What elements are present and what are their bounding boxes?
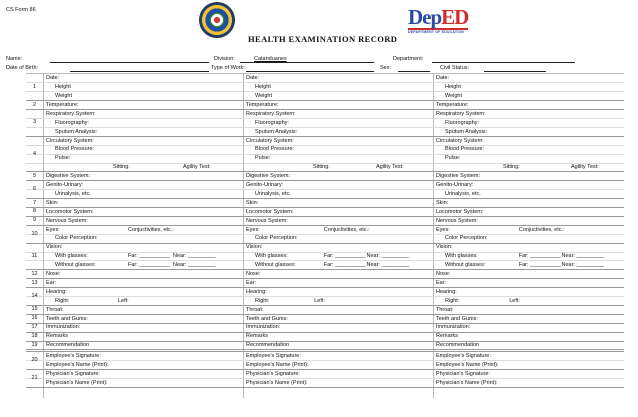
table-row [26,100,624,101]
far-label: Far: __________ [323,253,366,260]
dob-field[interactable] [70,71,209,72]
blood-pressure-label: Blood Pressure: [445,146,485,153]
digestive-label: Digestive System: [246,173,291,180]
table-row [26,154,624,155]
respiratory-label: Respiratory System: [46,110,96,117]
without-glasses-label: Without glasses: [55,262,96,269]
height-label: Height [255,84,271,91]
genito-label: Genito-Urinary: [46,182,84,188]
vision-label: Vision: [436,244,453,251]
table-row [26,332,624,333]
type-of-work-field[interactable] [246,71,374,72]
with-glasses-label: With glasses: [255,253,288,260]
sputum-label: Sputum Analysis: [445,128,488,135]
agility-label: Agility Test: [183,164,211,171]
civil-status-field[interactable] [484,71,546,72]
skin-label: Skin: [436,199,449,206]
name-label: Name: [6,56,23,62]
row-number: 8 [32,208,37,215]
circulatory-label: Circulatory System: [246,137,294,144]
pulse-label: Pulse: [445,155,461,162]
division-label: Division: [214,56,235,62]
eyes-label: Eyes: [246,226,260,233]
table-row [26,145,624,146]
locomotor-label: Locomotor System: [46,208,94,215]
weight-label: Weight [255,93,273,99]
emp-sig-label: Employee's Signature: [436,353,491,360]
table-row [26,189,624,190]
temperature-label: Temperature: [436,101,469,108]
recommendation-label: Recommendation [246,342,290,349]
near-label: Near: _________ [173,262,216,269]
nose-label: Nose: [436,271,451,277]
height-label: Height [445,84,461,91]
weight-label: Weight [445,93,463,99]
row-number: 3 [32,119,37,126]
page-title: HEALTH EXAMINATION RECORD [248,34,398,44]
far-label: Far: __________ [128,253,170,260]
temperature-label: Temperature: [246,101,279,108]
sitting-label: Sitting: [313,164,330,171]
table-row [26,91,624,92]
table-row [26,136,624,137]
throat-label: Throat: [436,306,454,313]
nervous-label: Nervous System: [436,217,478,224]
row-number: 6 [32,186,37,193]
throat-label: Throat: [246,306,264,313]
respiratory-label: Respiratory System: [246,110,296,117]
row-number: 21 [31,375,38,382]
sex-label: Sex: [380,65,392,71]
eyes-label: Eyes: [436,226,450,233]
table-row [26,127,624,128]
name-field[interactable] [50,62,209,63]
phys-name-label: Physician's Name (Print): [436,379,498,386]
color-perception-label: Color Perception: [255,235,298,242]
sitting-label: Sitting: [113,164,130,171]
fluorography-label: Fluorography: [55,119,89,126]
table-row [26,180,624,181]
right-label: Right: [445,297,460,304]
nose-label: Nose: [246,271,261,277]
row-number: 10 [31,230,38,237]
near-label: Near: _________ [561,253,605,260]
weight-label: Weight [55,93,73,99]
right-label: Right: [255,297,270,304]
emp-sig-label: Employee's Signature: [246,353,301,360]
row-number: 17 [31,324,38,331]
with-glasses-label: With glasses: [55,253,88,260]
phys-name-label: Physician's Name (Print): [46,379,108,386]
blood-pressure-label: Blood Pressure: [255,146,295,153]
digestive-label: Digestive System: [436,173,481,180]
table-row [26,278,624,279]
hearing-label: Hearing: [436,288,457,295]
deped-logo: DepED DEPARTMENT OF EDUCATION [408,5,469,34]
immunization-label: Immunization: [46,324,81,331]
phys-sig-label: Physician's Signature: [246,370,300,377]
remarks-label: Remarks [46,333,69,340]
temperature-label: Temperature: [46,101,79,108]
left-label: Left: [314,297,325,304]
ear-label: Ear: [46,279,57,286]
near-label: Near: _________ [366,262,410,269]
table-row [26,260,624,261]
table-row [26,360,624,361]
row-number: 7 [32,199,37,206]
emp-name-label: Employee's Name (Print): [436,362,499,368]
row-number: 20 [31,357,38,364]
color-perception-label: Color Perception: [445,235,488,242]
left-label: Left: [509,297,520,304]
vision-label: Vision: [246,244,263,251]
immunization-label: Immunization: [436,324,471,331]
conjuctivities-label: Conjuctivities, etc.: [518,226,565,233]
hearing-label: Hearing: [246,288,267,295]
emp-name-label: Employee's Name (Print): [46,362,109,368]
civil-status-label: Civil Status: [440,65,470,71]
phys-sig-label: Physician's Signature: [46,370,100,377]
left-label: Left: [118,297,129,304]
throat-label: Throat: [46,306,64,313]
emp-name-label: Employee's Name (Print): [246,362,309,368]
circulatory-label: Circulatory System: [46,137,94,144]
nervous-label: Nervous System: [46,217,88,224]
pulse-label: Pulse: [255,155,271,162]
genito-label: Genito-Urinary: [246,182,284,188]
eyes-label: Eyes: [46,226,60,233]
locomotor-label: Locomotor System: [436,208,484,215]
table-row [26,323,624,324]
respiratory-label: Respiratory System: [436,110,486,117]
table-row [26,225,624,226]
signature-block-divider [26,351,624,352]
far-label: Far: __________ [128,262,170,269]
without-glasses-label: Without glasses: [255,262,296,269]
health-record-table [26,73,624,398]
table-row [26,216,624,217]
row-number: 14 [31,293,38,299]
table-row [26,387,624,388]
urinalysis-label: Urinalysis, etc. [255,190,291,197]
phys-name-label: Physician's Name (Print): [246,379,308,386]
table-row [26,198,624,199]
sputum-label: Sputum Analysis: [255,128,298,135]
row-number: 5 [32,172,37,179]
blood-pressure-label: Blood Pressure: [55,146,95,153]
row-number: 16 [31,315,38,322]
right-label: Right: [55,297,70,304]
recommendation-label: Recommendation [46,342,90,349]
table-row [26,207,624,208]
conjuctivities-label: Conjuctivities, etc.: [128,226,174,233]
row-number: 19 [31,341,38,348]
hearing-label: Hearing: [46,288,67,295]
date-label: Date: [436,75,450,82]
date-label: Date: [246,75,260,82]
height-label: Height [55,84,71,91]
table-row [26,109,624,110]
row-number: 2 [32,101,37,108]
table-row [26,252,624,253]
genito-label: Genito-Urinary: [436,182,474,188]
immunization-label: Immunization: [246,324,281,331]
fluorography-label: Fluorography: [445,119,479,126]
near-label: Near: _________ [561,262,605,269]
skin-label: Skin: [246,199,259,206]
ear-label: Ear: [436,279,447,286]
table-row [26,369,624,370]
agility-label: Agility Test: [571,164,599,171]
table-row [26,163,624,164]
agility-label: Agility Test: [376,164,404,171]
table-row [26,305,624,306]
table-row [26,269,624,270]
row-number: 4 [32,150,37,157]
near-label: Near: _________ [173,253,216,260]
table-row [26,296,624,297]
table-row [26,314,624,315]
government-seal-logo [199,2,235,38]
teeth-label: Teeth and Gums: [436,315,478,322]
row-number: 13 [31,279,38,286]
department-label: Department: [393,56,424,62]
table-row [26,378,624,379]
teeth-label: Teeth and Gums: [46,315,88,322]
table-row [26,287,624,288]
without-glasses-label: Without glasses: [445,262,486,269]
urinalysis-label: Urinalysis, etc. [55,190,91,197]
table-row [26,341,624,342]
vision-label: Vision: [46,244,63,251]
teeth-label: Teeth and Gums: [246,315,288,322]
sitting-label: Sitting: [503,164,520,171]
date-label: Date: [46,75,60,82]
with-glasses-label: With glasses: [445,253,478,260]
row-number: 11 [31,252,38,259]
pulse-label: Pulse: [55,155,71,162]
table-row [26,243,624,244]
row-number: 15 [31,306,38,313]
department-field[interactable] [432,62,575,63]
color-perception-label: Color Perception: [55,235,98,242]
far-label: Far: __________ [323,262,366,269]
far-label: Far: __________ [518,262,561,269]
remarks-label: Remarks [436,333,459,340]
form-code: CS Form 86 [6,7,36,13]
table-row [26,118,624,119]
emp-sig-label: Employee's Signature: [46,353,101,360]
nervous-label: Nervous System: [246,217,288,224]
ear-label: Ear: [246,279,257,286]
sex-field[interactable] [398,71,430,72]
conjuctivities-label: Conjuctivities, etc.: [323,226,370,233]
recommendation-label: Recommendation [436,342,480,349]
table-row [26,234,624,235]
row-number: 9 [32,217,37,224]
row-number: 12 [31,270,38,277]
digestive-label: Digestive System: [46,173,91,180]
division-field[interactable] [240,62,374,63]
near-label: Near: _________ [366,253,410,260]
nose-label: Nose: [46,271,61,277]
table-row [26,82,624,83]
locomotor-label: Locomotor System: [246,208,294,215]
row-number: 18 [31,333,38,340]
fluorography-label: Fluorography: [255,119,289,126]
sputum-label: Sputum Analysis: [55,128,98,135]
row-number: 1 [32,83,37,90]
remarks-label: Remarks [246,333,269,340]
far-label: Far: __________ [518,253,561,260]
urinalysis-label: Urinalysis, etc. [445,190,481,197]
dob-label: Date of Birth: [6,65,39,71]
skin-label: Skin: [46,199,59,206]
type-of-work-label: Type of Work: [211,65,245,71]
division-value: Catanduanes [254,56,287,62]
table-row [26,171,624,172]
phys-sig-label: Physician's Signature: [436,370,490,377]
circulatory-label: Circulatory System: [436,137,484,144]
